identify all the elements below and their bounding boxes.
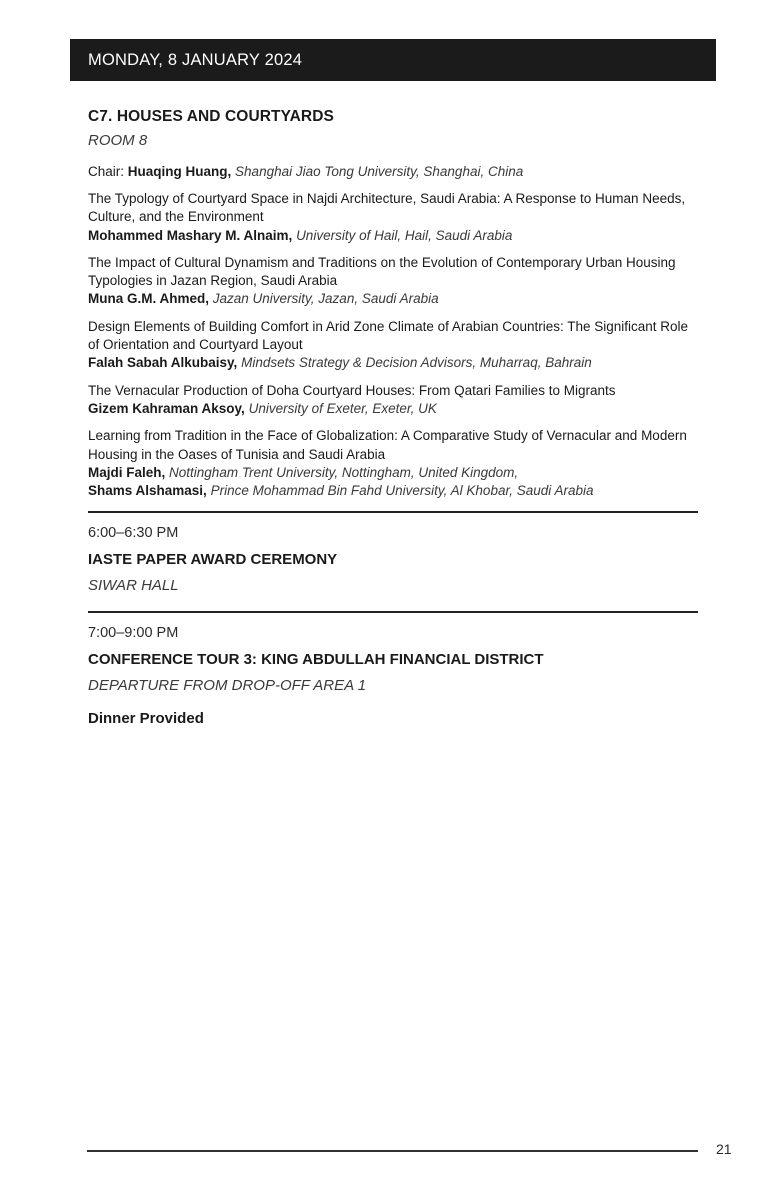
event-conference-tour [88,623,700,729]
session-title: C7. HOUSES AND COURTYARDS [88,108,334,125]
author-affiliation: Mindsets Strategy & Decision Advisors, Muharraq, Bahrain [241,355,592,371]
author-line [88,482,700,500]
author-line [88,290,700,308]
paper-item [88,318,700,373]
author-affiliation: Prince Mohammad Bin Fahd University, Al Khobar, Saudi Arabia [210,483,594,499]
page-number: 21 [716,1141,732,1157]
event-award-ceremony [88,523,700,596]
event-note: Dinner Provided [88,710,204,727]
session-block [88,106,700,500]
event-time: 7:00–9:00 PM [88,625,179,641]
author-line [88,464,700,482]
author-name: Mohammed Mashary M. Alnaim, [88,227,293,243]
paper-title: The Typology of Courtyard Space in Najdi Architecture, Saudi Arabia: A Response to Human Needs, Culture, and the Environment [88,191,686,225]
author-name: Majdi Faleh, [88,464,166,480]
chair-affiliation: Shanghai Jiao Tong University, Shanghai, China [235,164,524,179]
author-name: Shams Alshamasi, [88,483,207,499]
chair-name: Huaqing Huang, [127,164,232,179]
paper-item [88,427,700,500]
event-venue: DEPARTURE FROM DROP-OFF AREA 1 [88,677,367,694]
paper-item [88,254,700,309]
author-line [88,227,700,245]
event-time: 6:00–6:30 PM [88,525,179,541]
paper-item [88,190,700,245]
author-affiliation: University of Exeter, Exeter, UK [248,400,437,416]
author-name: Muna G.M. Ahmed, [88,291,209,307]
author-affiliation: Jazan University, Jazan, Saudi Arabia [212,291,439,307]
date-header-text: MONDAY, 8 JANUARY 2024 [88,51,303,69]
event-title: IASTE PAPER AWARD CEREMONY [88,551,338,568]
footer-divider [87,1150,698,1152]
paper-title: The Vernacular Production of Doha Courtyard Houses: From Qatari Families to Migrants [88,382,616,398]
author-affiliation: Nottingham Trent University, Nottingham, United Kingdom, [169,464,519,480]
event-venue: SIWAR HALL [88,577,179,594]
paper-item [88,382,700,419]
author-name: Gizem Kahraman Aksoy, [88,400,245,416]
paper-title: Learning from Tradition in the Face of Globalization: A Comparative Study of Vernacular and Modern Housing in the Oases of Tunisia and Saudi Arabia [88,428,687,462]
author-line [88,400,700,418]
date-header [70,39,716,81]
paper-title: Design Elements of Building Comfort in Arid Zone Climate of Arabian Countries: The Significant Role of Orientation and Courtyard Layout [88,318,689,353]
author-line [88,354,700,372]
event-title: CONFERENCE TOUR 3: KING ABDULLAH FINANCIAL DISTRICT [88,651,544,668]
section-divider [88,511,698,513]
author-affiliation: University of Hail, Hail, Saudi Arabia [296,227,513,243]
section-divider [88,611,698,613]
chair-label: Chair: [88,164,125,179]
author-name: Falah Sabah Alkubaisy, [88,355,238,371]
session-room: ROOM 8 [88,132,148,149]
session-chair [88,163,700,181]
paper-title: The Impact of Cultural Dynamism and Traditions on the Evolution of Contemporary Urban Housing Typologies in Jazan Region, Saudi Arabia [88,254,676,289]
